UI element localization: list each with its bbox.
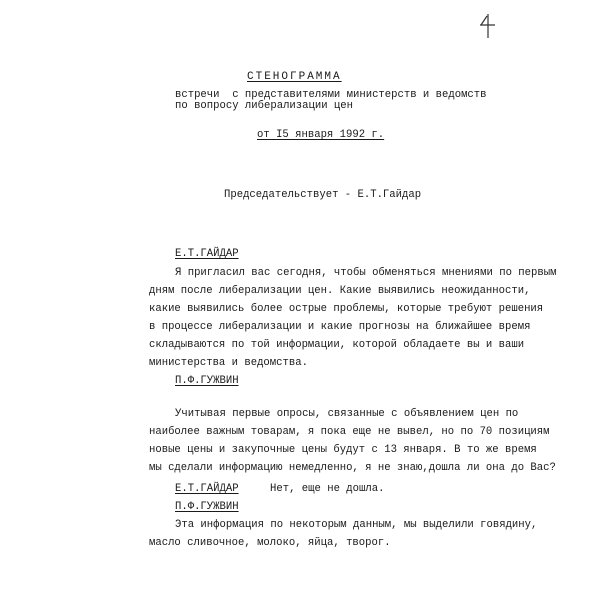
speech-line: Я пригласил вас сегодня, чтобы обменяться мнениями по первым [175, 267, 557, 279]
speech-line: складываются по той информации, которой обладаете вы и ваши [149, 339, 525, 351]
speech-line: Учитывая первые опросы, связанные с объявлением цен по [175, 408, 519, 420]
document-title: СТЕНОГРАММА [247, 71, 342, 83]
speech-line: масло сливочное, молоко, яйца, творог. [149, 537, 391, 549]
speech-line: Эта информация по некоторым данным, мы выделили говядину, [175, 519, 538, 531]
page-number-mark [477, 12, 499, 40]
speech-line: в процессе либерализации и какие прогнозы на ближайшее время [149, 321, 531, 333]
document-subtitle-line2: по вопросу либерализации цен [175, 100, 354, 112]
speaker-name: Е.Т.ГАЙДАР [175, 248, 239, 260]
speaker-name: П.Ф.ГУЖВИН [175, 375, 239, 387]
speech-line: Нет, еще не дошла. [270, 483, 385, 495]
speech-line: дням после либерализации цен. Какие выявились неожиданности, [149, 285, 531, 297]
chairperson-line: Председательствует - Е.Т.Гайдар [224, 189, 422, 201]
speaker-name: П.Ф.ГУЖВИН [175, 501, 239, 513]
document-date: от I5 января 1992 г. [257, 129, 385, 141]
speech-line: наиболее важным товарам, я пока еще не вывел, но по 70 позициям [149, 426, 550, 438]
speaker-name: Е.Т.ГАЙДАР [175, 483, 239, 495]
speech-line: министерства и ведомства. [149, 357, 308, 369]
speech-line: новые цены и закупочные цены будут с 13 января. В то же время [149, 444, 537, 456]
document-subtitle-line1: встречи с представителями министерств и ведомств [175, 89, 487, 101]
speech-line: какие выявились более острые проблемы, которые требуют решения [149, 303, 544, 315]
speech-line: мы сделали информацию немедленно, я не знаю,дошла ли она до Вас? [149, 462, 556, 474]
